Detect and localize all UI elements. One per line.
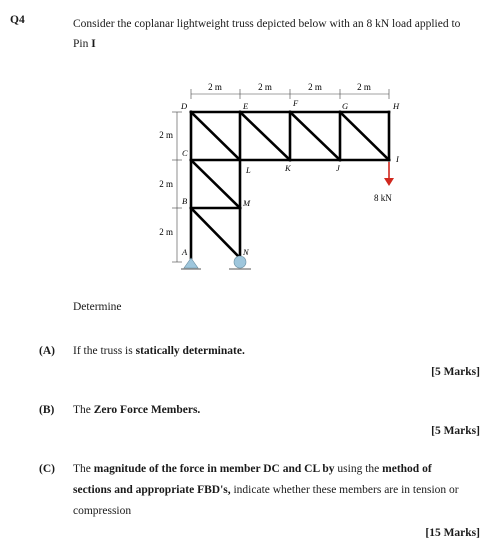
node-B: B xyxy=(182,196,188,206)
part-c-t7: compression xyxy=(73,505,132,517)
part-c-marks: [15 Marks] xyxy=(425,527,480,539)
determine-label: Determine xyxy=(73,301,122,313)
support-A xyxy=(181,258,201,269)
node-E: E xyxy=(243,101,249,111)
node-N: N xyxy=(243,247,249,257)
load-label: 8 kN xyxy=(374,193,392,203)
part-c-t4: method of xyxy=(382,463,432,475)
node-I: I xyxy=(396,154,399,164)
part-c-t1: The xyxy=(73,463,94,475)
intro-line-1: Consider the coplanar lightweight truss depicted below with an 8 kN load applied to xyxy=(73,18,461,30)
dim-top-2: 2 m xyxy=(258,82,272,92)
part-c-text xyxy=(73,459,483,522)
part-b-text xyxy=(73,404,200,416)
dim-top-1: 2 m xyxy=(208,82,222,92)
dim-left-2: 2 m xyxy=(159,179,173,189)
intro-pin: I xyxy=(91,38,96,50)
part-a-text xyxy=(73,345,245,357)
part-b-label: (B) xyxy=(39,404,55,416)
part-a-label: (A) xyxy=(39,345,55,357)
truss-members xyxy=(191,112,389,258)
node-G: G xyxy=(342,101,349,111)
part-b-text-plain: The xyxy=(73,404,94,416)
dim-top-4: 2 m xyxy=(357,82,371,92)
part-b-marks: [5 Marks] xyxy=(431,425,480,437)
left-dimension xyxy=(172,112,182,262)
dim-left-1: 2 m xyxy=(159,130,173,140)
node-K: K xyxy=(285,163,291,173)
node-A: A xyxy=(182,247,188,257)
load-arrow xyxy=(384,162,394,186)
part-c-t2: magnitude of the force in member DC and CL by xyxy=(93,463,335,475)
support-N xyxy=(229,256,251,269)
part-c-t3: using the xyxy=(334,463,383,475)
part-a-marks: [5 Marks] xyxy=(431,366,480,378)
node-M: M xyxy=(243,198,251,208)
part-a-text-bold: statically determinate. xyxy=(135,345,245,357)
question-number: Q4 xyxy=(10,14,25,26)
part-c-t6: indicate whether these members are in tension or xyxy=(230,484,459,496)
node-D: D xyxy=(181,101,188,111)
node-F: F xyxy=(293,98,299,108)
node-H: H xyxy=(393,101,400,111)
node-L: L xyxy=(246,165,251,175)
dim-left-3: 2 m xyxy=(159,227,173,237)
intro-line-2: Pin xyxy=(73,38,92,50)
part-a-text-plain: If the truss is xyxy=(73,345,136,357)
part-c-label: (C) xyxy=(39,463,55,475)
node-C: C xyxy=(182,148,188,158)
dim-top-3: 2 m xyxy=(308,82,322,92)
part-c-t5: sections and appropriate FBD's, xyxy=(73,484,231,496)
node-J: J xyxy=(336,163,340,173)
part-b-text-bold: Zero Force Members. xyxy=(93,404,201,416)
